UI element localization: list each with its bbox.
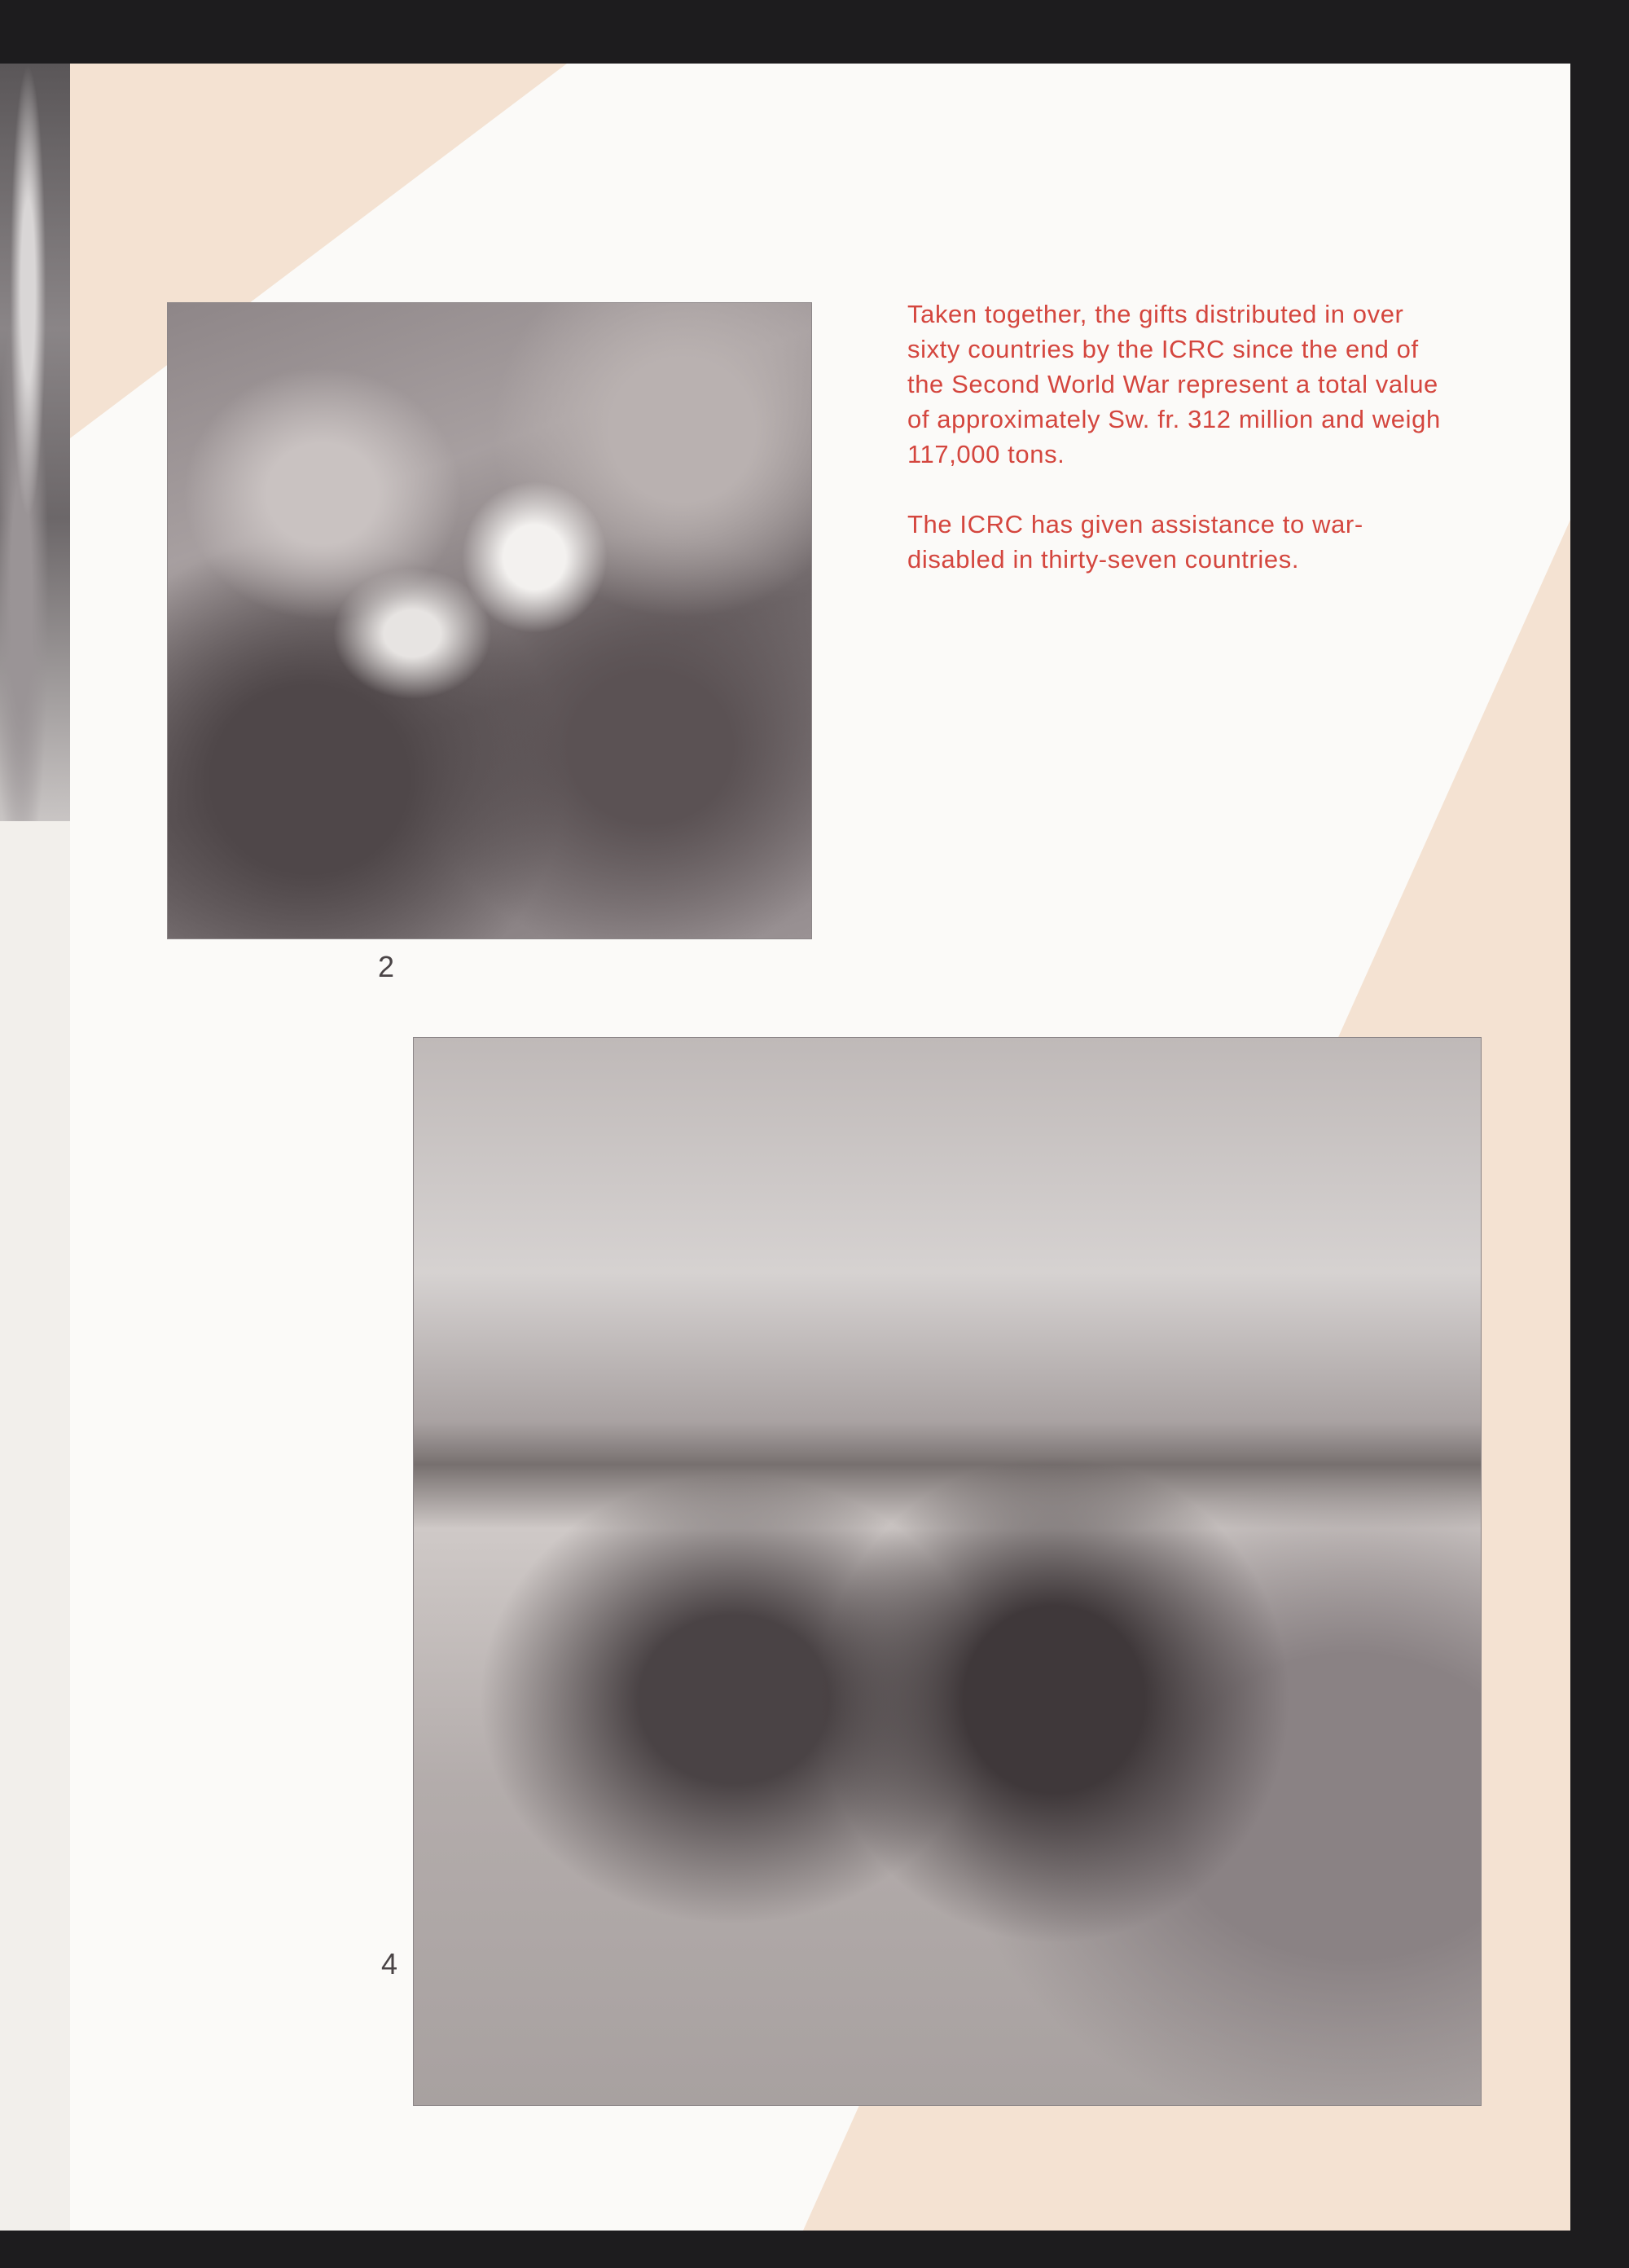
brochure-page [70,64,1570,2231]
body-text [907,297,1461,612]
figure-number-4: 4 [381,1947,398,1980]
paragraph-war-disabled: The ICRC has given assistance to war-disabled in thirty-seven countries. [907,510,1363,574]
facing-page-photo [0,64,70,821]
photo-children-receiving-parcels [168,303,811,938]
photo-relief-distribution-railway [414,1038,1481,2105]
paragraph-gifts: Taken together, the gifts distributed in over sixty countries by the ICRC since the end of the Second World War represent a total value of approximately Sw. fr. 312 million and weigh 117,000 tons. [907,300,1441,468]
figure-number-2: 2 [378,950,395,983]
